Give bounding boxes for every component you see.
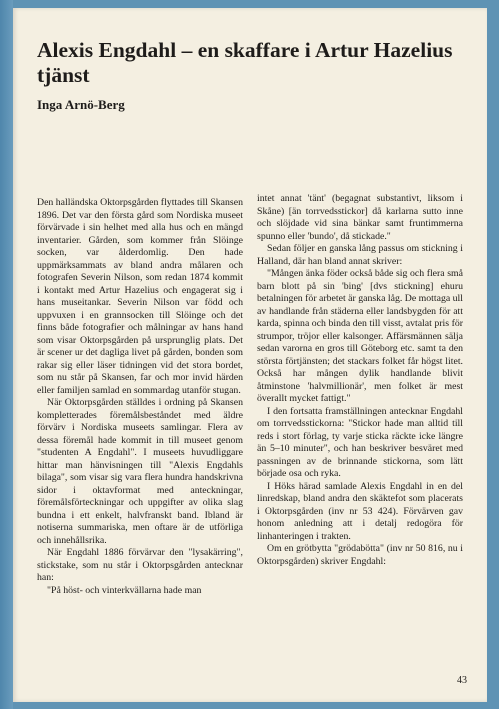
paragraph: Om en grötbytta "grödabötta" (inv nr 50 816, nu i Oktorpsgården) skriver Engdahl:: [257, 543, 463, 567]
article-title: Alexis Engdahl – en skaffare i Artur Hazelius tjänst: [37, 38, 453, 87]
paragraph: Sedan följer en ganska lång passus om stickning i Halland, där han bland annat skriver:: [257, 243, 463, 267]
right-column: [257, 193, 463, 568]
book-spine-edge: [0, 0, 13, 709]
paragraph: I Höks härad samlade Alexis Engdahl in en del linredskap, bland andra den skäktefot som placerats i Oktorpsgården (inv nr 53 424). Förvärven gav honom anledning att i detalj redogöra för linhanteringen i trakten.: [257, 480, 463, 542]
paragraph: intet annat 'tänt' (begagnat substantivt, liksom i Skåne) [än torrvedsstickor] då karlarna sutto inne och slöjdade vid sina bänkar samt fruntimmerna spunno eller 'bundo', då stickade.": [257, 193, 463, 242]
paragraph: "Mången änka föder också både sig och flera små barn blott på sin 'bing' [dvs stickning] ehuru betalningen för arbetet är ganska låg. De mottaga ull av handlande från städerna eller landsbygden för att karda, spinna och binda den till visst, avtalat pris för strumpor, tröjor eller kalsonger. Affärsmännen sälja sedan varorna en gros till Göteborg etc. samt ta den största förtjänsten; det stackars folket får högst litet. Också har mången dylik handlande blivit åtminstone 'halvmillionär', men folket är mest överallt mycket fattigt.": [257, 268, 463, 404]
paragraph: När Engdahl 1886 förvärvar den "lysakärring", stickstake, som nu står i Oktorpsgården antecknar han:: [37, 547, 243, 583]
page-number: 43: [457, 675, 467, 686]
paragraph: När Oktorpsgården ställdes i ordning på Skansen kompletterades föremålsbeståndet med äldre förvärv i Nordiska museets samlingar. Flera av dessa föremål hade kommit in till museet genom "studenten A Engdahl". I museets huvudliggare hittar man hänvisningen till "Alexis Engdahls bilaga", som visar sig vara flera hundra handskrivna sidor i oktavformat med anteckningar, föremålsförteckningar och uppgifter av olika slag bundna i ett enkelt, halvfranskt band. Ibland är notiserna summariska, men oftare är de utförliga och innehållsrika.: [37, 397, 243, 546]
article-author: Inga Arnö-Berg: [37, 97, 125, 112]
book-page: [13, 8, 487, 702]
left-column: [37, 197, 243, 597]
paragraph: "På höst- och vinterkvällarna hade man: [47, 584, 202, 596]
paragraph: I den fortsatta framställningen antecknar Engdahl om torrvedsstickorna: "Stickor hade man alltid till reds i stort förlag, ty varje sticka räckte icke längre än 5–10 minuter", och han beskriver besväret med passningen av de brinnande stickorna, som lätt började osa och ryka.: [257, 405, 463, 479]
paragraph: Den halländska Oktorpsgården flyttades till Skansen 1896. Det var den första gård som Nordiska museet förvärvade i sin helhet med alla hus och en mängd inventarier. Gården, som kommer från Slöinge socken, var ålderdomlig. Den hade uppmärksammats av bland andra målaren och fotografen Severin Nilson, som redan 1874 kommit i kontakt med Artur Hazelius och engagerat sig i hans museitankar. Severin Nilson var född och uppvuxen i en grannsocken till Slöinge och det finns både fotografier och målningar av hans hand som visar Oktorpsgården på ursprunglig plats. Det är scener ur det dagliga livet på gården, bonden som rakar sig eller läser tidningen vid det stora bordet, som nu står på Skansen, far och mor invid härden eller familjen samlad en sommardag utanför stugan.: [37, 197, 243, 396]
